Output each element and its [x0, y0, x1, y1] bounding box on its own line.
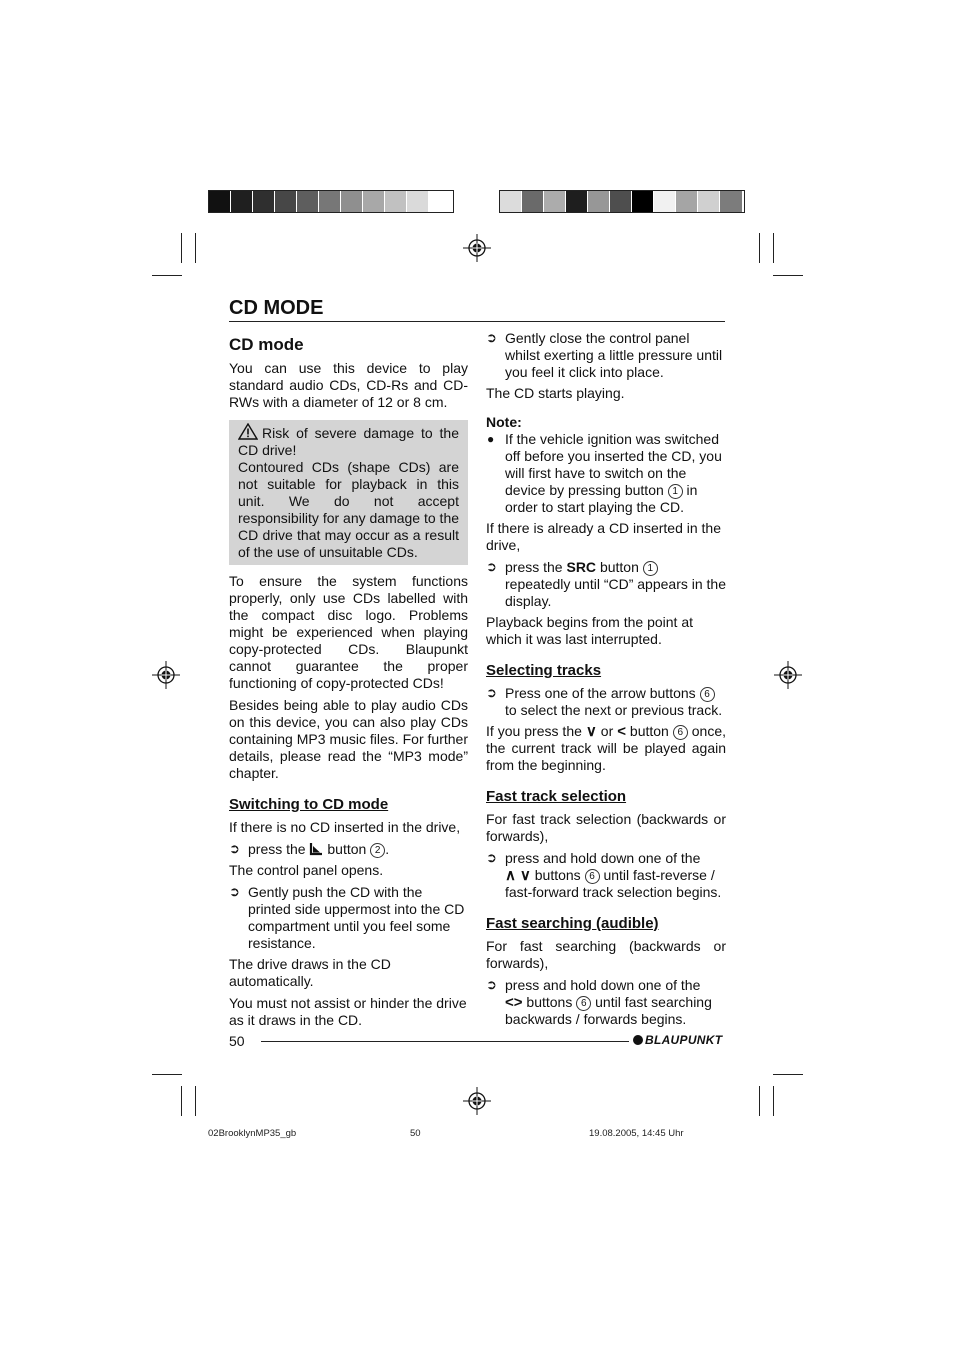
compatibility-paragraph: To ensure the system functions properly, only use CDs labelled with the compact disc logo. Problems might be experienced when playing copy-protected CDs. Blaupunkt cannot guarantee the proper functioning of copy-protected CDs! [229, 573, 468, 691]
arrow-left-icon: < [505, 994, 514, 1011]
step-fast-track: ➲ press and hold down one of the ∧ ∨ buttons 6 until fast-reverse / fast-forward track selection begins. [486, 850, 722, 900]
button-number-badge: 6 [576, 996, 591, 1011]
color-swatch [209, 191, 231, 212]
color-swatch [385, 191, 407, 212]
note-label: Note: [486, 414, 522, 430]
button-number-badge: 6 [673, 725, 688, 740]
warning-triangle-icon [238, 423, 258, 440]
step-press-eject: ➲ press the button 2 . [229, 841, 390, 857]
fast-search-intro: For fast searching (backwards or forwards), [486, 938, 726, 971]
color-swatch [698, 191, 720, 212]
color-swatch [676, 191, 698, 212]
intro-paragraph: You can use this device to play standard audio CDs, CD-Rs and CD-RWs with a diameter of 12 or 8 cm. [229, 360, 468, 410]
playback-text: Playback begins from the point at which it was last interrupted. [486, 614, 694, 647]
button-number-badge: 1 [668, 484, 683, 499]
heading-selecting-tracks: Selecting tracks [486, 662, 602, 679]
cd-starts-text: The CD starts playing. [486, 385, 625, 401]
color-swatch [610, 191, 632, 212]
arrow-right-icon: > [513, 994, 523, 1011]
color-swatch [297, 191, 319, 212]
already-inserted-text: If there is already a CD inserted in the drive, [486, 520, 722, 553]
step-close-panel: ➲ Gently close the control panel whilst exerting a little pressure until you feel it click into place. [486, 330, 723, 380]
open-panel-button-icon [309, 842, 323, 856]
section-heading-cd-mode: CD mode [229, 335, 304, 354]
heading-fast-track-selection: Fast track selection [486, 788, 627, 805]
slug-filename: 02BrooklynMP35_gb [208, 1128, 297, 1139]
step-push-cd: ➲ Gently push the CD with the printed side uppermost into the CD compartment until you feel some resistance. [229, 884, 465, 951]
slug-page: 50 [410, 1128, 421, 1139]
warning-body: Contoured CDs (shape CDs) are not suitable for playback in this unit. We do not accept responsibility for any damage to the CD drive that may occur as a result of the use of unsuitable CDs. [238, 459, 460, 560]
step-arrow-icon: ➲ [486, 850, 497, 865]
step-arrow-icon: ➲ [486, 559, 497, 574]
color-swatch [429, 191, 451, 212]
src-button-label: SRC [566, 559, 597, 575]
registration-target-icon [774, 661, 802, 689]
color-calibration-bar-right [499, 190, 745, 213]
registration-target-icon [152, 661, 180, 689]
no-assist-text: You must not assist or hinder the drive as it draws in the CD. [229, 995, 467, 1028]
arrow-up-icon: ∧ [505, 867, 516, 884]
button-number-badge: 1 [643, 561, 658, 576]
color-swatch [500, 191, 522, 212]
color-calibration-bar-left [208, 190, 454, 213]
color-swatch [253, 191, 275, 212]
color-swatch [588, 191, 610, 212]
button-number-badge: 2 [370, 843, 385, 858]
bullet-icon: ● [487, 432, 495, 446]
color-swatch [654, 191, 676, 212]
heading-fast-searching: Fast searching (audible) [486, 915, 659, 932]
color-swatch [544, 191, 566, 212]
drive-draws-text: The drive draws in the CD automatically. [229, 956, 391, 989]
step-fast-search: ➲ press and hold down one of the <> buttons 6 until fast searching backwards / forwards begins. [486, 977, 712, 1027]
color-swatch [319, 191, 341, 212]
page-title: CD MODE [229, 296, 725, 322]
registration-target-icon [463, 1087, 491, 1115]
brand-logo: BLAUPUNKT [633, 1033, 722, 1047]
color-swatch [363, 191, 385, 212]
step-arrow-icon: ➲ [486, 977, 497, 992]
switch-intro: If there is no CD inserted in the drive, [229, 819, 461, 835]
arrow-left-icon: < [617, 723, 626, 740]
color-swatch [231, 191, 253, 212]
step-press-src: ➲ press the SRC button 1 repeatedly until “CD” appears in the display. [486, 559, 727, 609]
mp3-paragraph: Besides being able to play audio CDs on this device, you can also play CDs containing MP3 music files. For further details, please read the “MP3 mode” chapter. [229, 697, 468, 781]
fast-track-intro: For fast track selection (backwards or forwards), [486, 811, 726, 844]
warning-title: Risk of severe damage to the CD drive! [238, 425, 459, 458]
step-arrow-icon: ➲ [486, 685, 497, 700]
color-swatch [407, 191, 429, 212]
warning-box [229, 420, 468, 565]
color-swatch [522, 191, 544, 212]
color-swatch [566, 191, 588, 212]
button-number-badge: 6 [700, 687, 715, 702]
arrow-down-icon: ∨ [585, 723, 597, 740]
registration-target-icon [463, 234, 491, 262]
button-number-badge: 6 [585, 869, 600, 884]
logo-dot-icon [633, 1035, 643, 1045]
replay-track-text: If you press the ∨ or < button 6 once, the current track will be played again from the beginning. [486, 723, 727, 773]
color-swatch [632, 191, 654, 212]
arrow-down-icon: ∨ [519, 867, 531, 884]
right-column [486, 330, 726, 1032]
page-number: 50 [229, 1033, 245, 1049]
color-swatch [341, 191, 363, 212]
step-select-track: ➲ Press one of the arrow buttons 6 to select the next or previous track. [486, 685, 723, 718]
note-item: ● If the vehicle ignition was switched off before you inserted the CD, you will first have to switch on the device by pressing button 1 in order to start playing the CD. [487, 431, 722, 515]
heading-switching-to-cd-mode: Switching to CD mode [229, 796, 389, 813]
step-arrow-icon: ➲ [229, 884, 240, 899]
slug-date: 19.08.2005, 14:45 Uhr [589, 1128, 684, 1139]
footer-divider [261, 1041, 629, 1042]
step-arrow-icon: ➲ [229, 841, 240, 856]
left-column [229, 328, 468, 1034]
color-swatch [720, 191, 742, 212]
color-swatch [275, 191, 297, 212]
panel-opens-text: The control panel opens. [229, 862, 384, 878]
step-arrow-icon: ➲ [486, 330, 497, 345]
